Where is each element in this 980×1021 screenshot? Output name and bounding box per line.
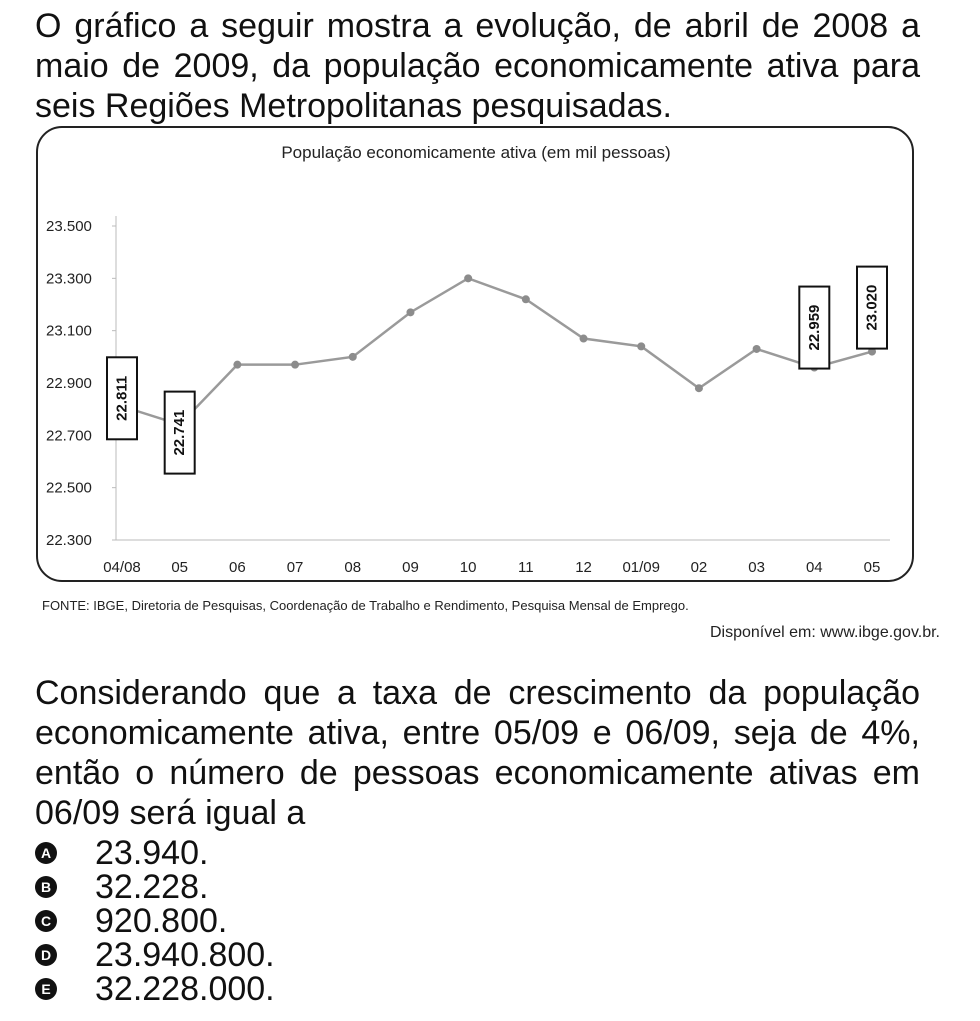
question-text: Considerando que a taxa de crescimento da população economicamente ativa, entre 05/09 e 06/09, seja de 4%, então o número de pessoas economicamente ativas em 06/09 será igual a [35,674,920,832]
option-e[interactable] [35,969,275,1008]
data-label: 22.741 [171,409,189,456]
x-tick-label: 05 [171,559,189,576]
option-e-badge: E [35,978,57,1000]
option-b-badge: B [35,876,57,898]
data-point [580,335,588,343]
y-tick-label: 22.700 [46,427,92,445]
x-tick-label: 09 [402,559,419,576]
data-point [349,353,357,361]
y-tick-label: 22.300 [46,532,92,549]
y-tick-label: 22.500 [46,479,92,497]
y-tick-label: 23.500 [46,218,92,235]
option-e-text: 32.228.000. [95,969,275,1008]
data-label: 23.020 [863,284,881,331]
option-c-text: 920.800. [95,901,228,940]
y-tick-label: 23.100 [46,322,92,340]
data-point [406,308,414,316]
chart-title: População economicamente ativa (em mil pessoas) [281,143,671,162]
x-tick-label: 12 [575,559,592,576]
x-tick-label: 06 [229,559,246,576]
option-b[interactable] [35,867,275,906]
option-a-badge: A [35,842,57,864]
chart-source: FONTE: IBGE, Diretoria de Pesquisas, Coordenação de Trabalho e Rendimento, Pesquisa Mensal de Emprego. [42,598,689,613]
option-c-badge: C [35,910,57,932]
y-tick-label: 23.300 [46,270,92,288]
data-label: 22.959 [805,304,823,351]
data-point [753,345,761,353]
x-tick-label: 05 [863,559,881,576]
line-chart [34,124,919,594]
option-a[interactable] [35,833,275,872]
intro-text: O gráfico a seguir mostra a evolução, de abril de 2008 a maio de 2009, da população economicamente ativa para seis Regiões Metropolitanas pesquisadas. [35,7,920,125]
option-d[interactable] [35,935,275,974]
y-tick-label: 22.900 [46,375,92,392]
data-point [637,342,645,350]
available-at: Disponível em: www.ibge.gov.br. [709,624,940,641]
data-point [233,361,241,369]
data-point [522,295,530,303]
option-c[interactable] [35,901,275,940]
chart-container [34,124,919,594]
x-tick-label: 04 [805,559,823,576]
option-a-text: 23.940. [95,833,209,872]
x-tick-label: 10 [459,559,477,576]
data-label: 22.811 [113,375,131,421]
x-tick-label: 02 [690,559,708,576]
x-tick-label: 03 [748,559,765,576]
x-tick-label: 11 [518,559,534,576]
option-b-text: 32.228. [95,867,209,906]
x-tick-label: 04/08 [103,559,141,576]
data-point [695,384,703,392]
data-point [464,274,472,282]
x-tick-label: 07 [286,559,304,576]
answer-options [35,833,275,1008]
data-point [291,361,299,369]
option-d-text: 23.940.800. [95,935,275,974]
option-d-badge: D [35,944,57,966]
x-tick-label: 08 [344,559,362,576]
x-tick-label: 01/09 [622,559,661,576]
